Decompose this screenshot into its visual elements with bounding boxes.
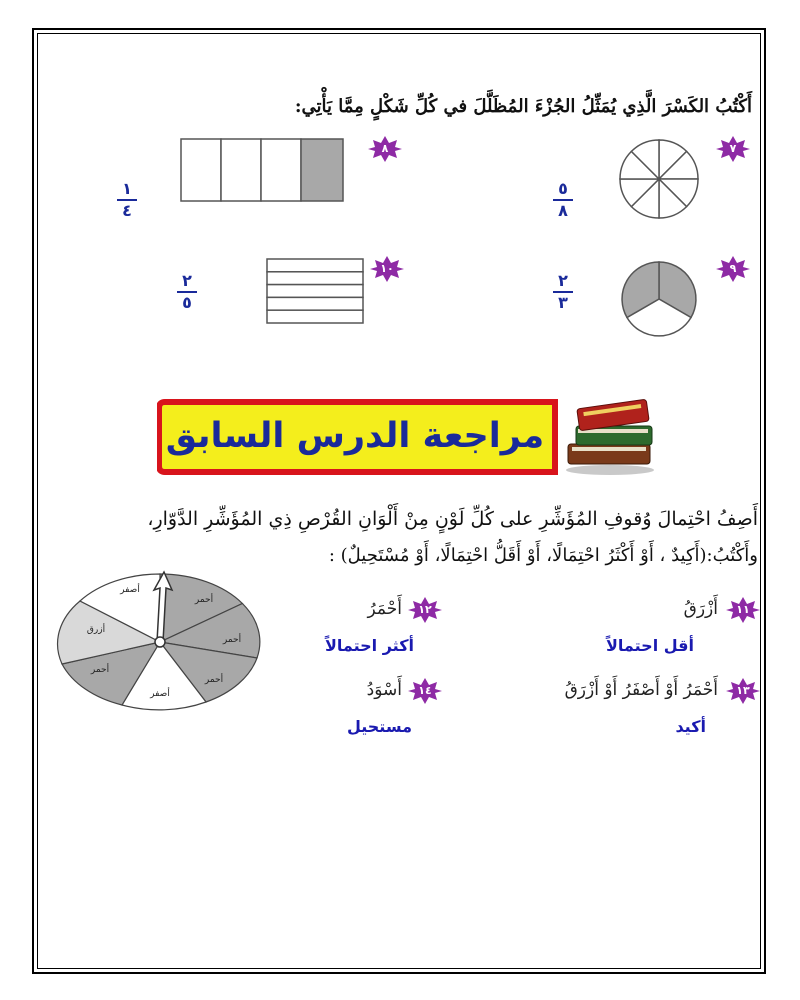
section2-instruction-line2: وأَكْتُبُ:(أَكِيدٌ ، أَوْ أَكْثَرُ احْتِمَالًا، أَوْ أَقَلُّ احْتِمَالًا، أَوْ مُسْتَحِيلٌ) : (328, 545, 758, 566)
answer-fraction-9: ٢ ٣ (548, 272, 578, 312)
books-icon (548, 386, 666, 476)
question-number-star: ٧ (716, 136, 750, 162)
spinner-sector-label: أصفر (120, 585, 140, 595)
question-number-star: ٩ (716, 256, 750, 282)
spinner-sector-label: أصفر (150, 689, 170, 699)
spinner-sector-label: أحمر (204, 675, 224, 685)
question-number-star: ١١ (726, 597, 760, 623)
question-number-star: ٨ (368, 136, 402, 162)
spinner-sector-label: أزرق (86, 625, 106, 635)
review-banner-title: مراجعة الدرس السابق (165, 416, 545, 456)
spinner-sector-label: أحمر (222, 635, 242, 645)
section1-instruction: أَكْتُبُ الكَسْرَ الَّذِي يُمَثِّلُ الجُزْءَ المُظَلَّلَ في كُلِّ شَكْلٍ مِمَّا يَأْتِي: (294, 96, 752, 117)
question-number-star: ١٢ (408, 597, 442, 623)
circle-eighths-figure (616, 136, 702, 222)
question-label-12: أَحْمَرُ (367, 599, 402, 619)
rectangle-quarters-figure (180, 138, 346, 202)
rectangle-fifths-figure (266, 258, 364, 324)
spinner-figure (56, 568, 266, 728)
question-number-star: ١٣ (726, 678, 760, 704)
answer-13: أكيد (675, 717, 706, 736)
answer-14: مستحيل (346, 717, 412, 736)
circle-thirds-figure (618, 258, 700, 340)
answer-11: أقل احتمالاً (605, 636, 694, 655)
answer-12: أكثر احتمالاً (324, 636, 414, 655)
question-number-star: ١٤ (408, 678, 442, 704)
question-label-11: أَزْرَقُ (683, 599, 718, 619)
question-label-14: أَسْوَدُ (366, 680, 402, 700)
spinner-sector-label: أحمر (194, 595, 214, 605)
question-label-13: أَحْمَرُ أَوْ أَصْفَرُ أَوْ أَزْرَقُ (564, 680, 718, 700)
answer-fraction-8: ١ ٤ (112, 180, 142, 220)
spinner-sector-label: أحمر (90, 665, 110, 675)
section2-instruction-line1: أَصِفُ احْتِمالَ وُقوفِ المُؤَشِّرِ على كُلِّ لَوْنٍ مِنْ أَلْوَانِ القُرْصِ ذِي المُؤَشِّرِ الدَّوّارِ، (147, 508, 758, 530)
question-number-star: ١٠ (370, 256, 404, 282)
answer-fraction-7: ٥ ٨ (548, 180, 578, 220)
answer-fraction-10: ٢ ٥ (172, 272, 202, 312)
